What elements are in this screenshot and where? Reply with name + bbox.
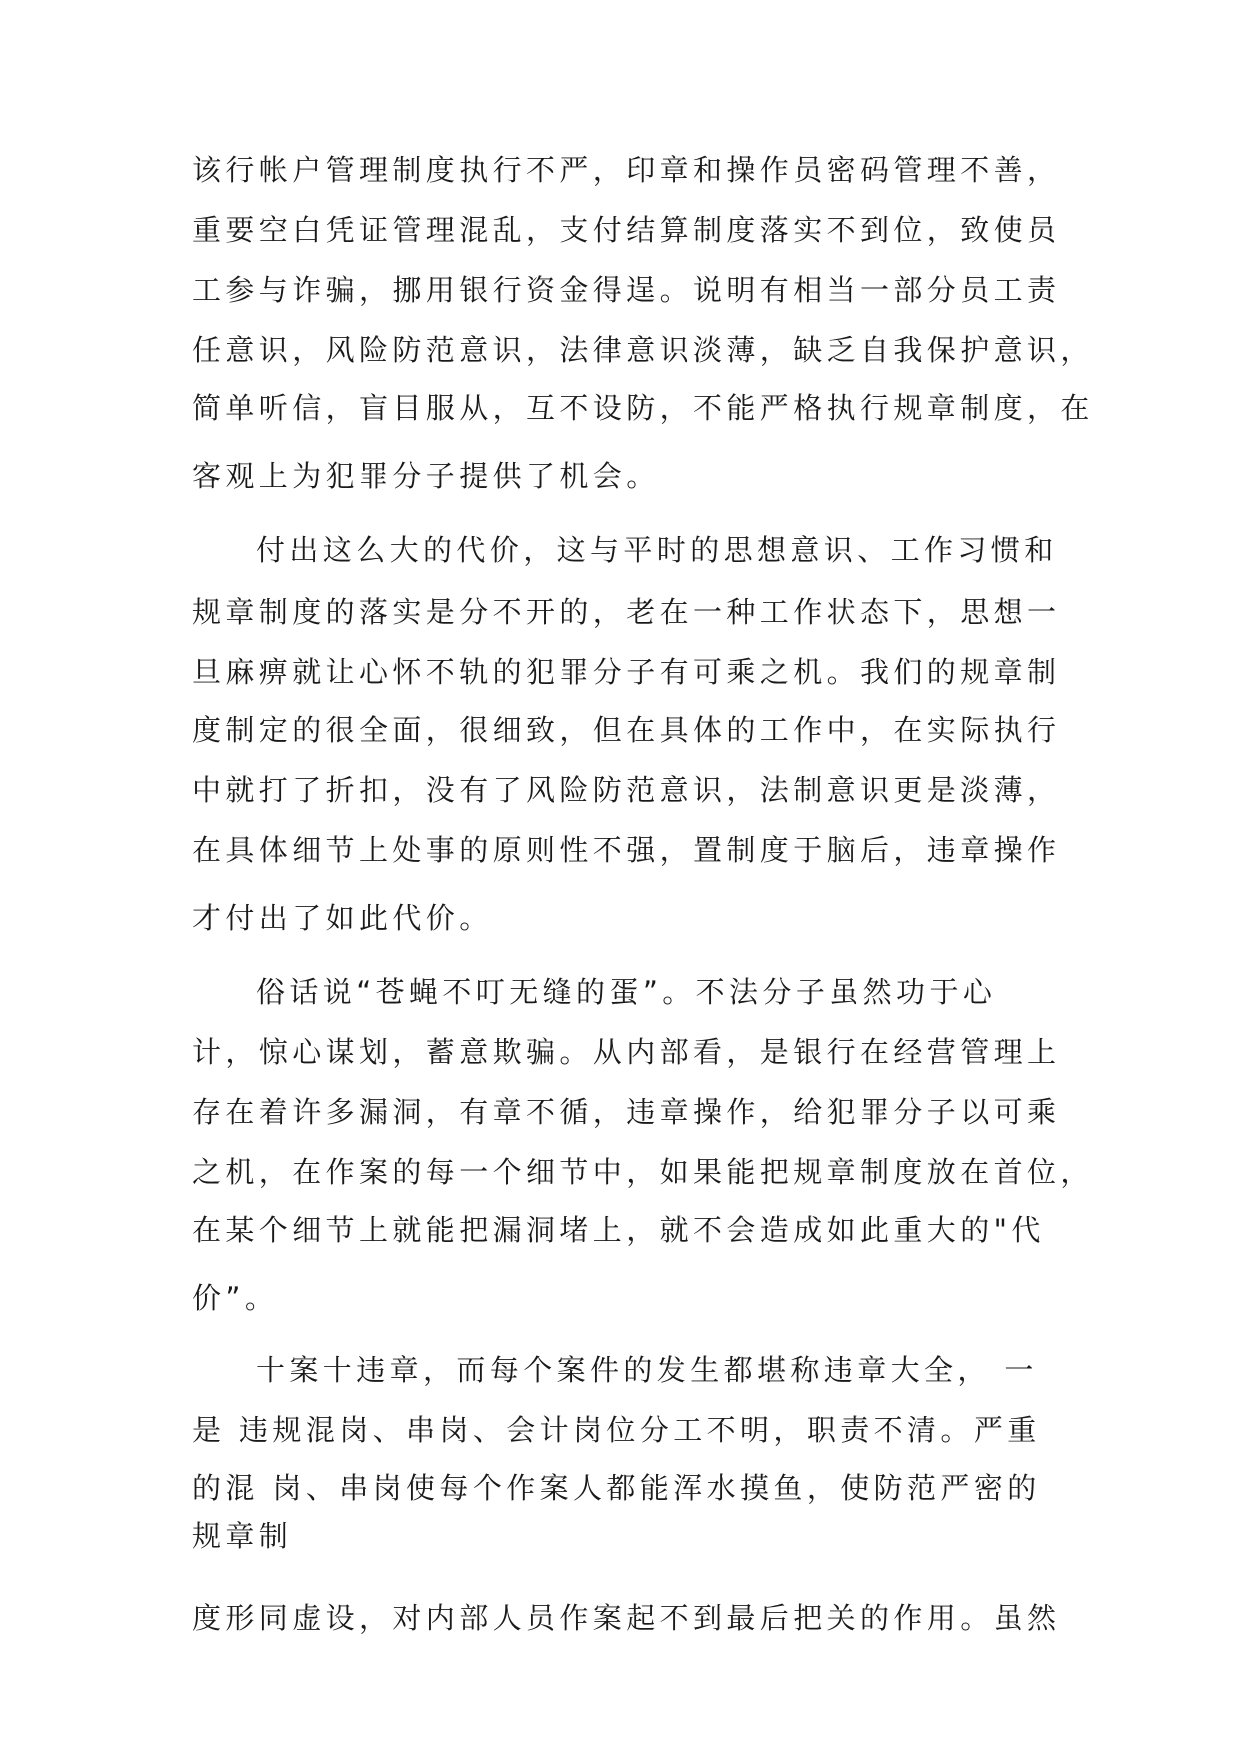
paragraph-3-first-line: 俗话说“苍蝇不叮无缝的蛋”。不法分子虽然功于心 [256,975,997,1009]
text-line-1: 该行帐户管理制度执行不严，印章和操作员密码管理不善， [192,153,1061,187]
text-line-17: 之机，在作案的每一个细节中，如果能把规章制度放在首位， [192,1155,1094,1189]
text-line-2: 重要空白凭证管理混乱，支付结算制度落实不到位，致使员 [192,213,1061,247]
text-line-21: 是 违规混岗、串岗、会计岗位分工不明，职责不清。严重 [192,1413,1041,1447]
text-line-4: 任意识，风险防范意识，法律意识淡薄，缺乏自我保护意识， [192,333,1094,367]
text-line-23: 规章制 [192,1519,293,1553]
paragraph-4-first-line: 十案十违章，而每个案件的发生都堪称违章大全， 一 [256,1353,1038,1387]
text-line-15: 计，惊心谋划，蓄意欺骗。从内部看，是银行在经营管理上 [192,1035,1061,1069]
text-line-3: 工参与诈骗，挪用银行资金得逞。说明有相当一部分员工责 [192,273,1061,307]
text-line-24: 度形同虚设，对内部人员作案起不到最后把关的作用。虽然 [192,1601,1061,1635]
paragraph-2-first-line: 付出这么大的代价，这与平时的思想意识、工作习惯和 [256,533,1058,567]
text-line-22: 的混 岗、串岗使每个作案人都能浑水摸鱼，使防范严密的 [192,1471,1041,1505]
text-line-5: 简单听信，盲目服从，互不设防，不能严格执行规章制度，在 [192,391,1094,425]
text-line-8: 规章制度的落实是分不开的，老在一种工作状态下，思想一 [192,595,1061,629]
text-line-16: 存在着许多漏洞，有章不循，违章操作，给犯罪分子以可乘 [192,1095,1061,1129]
text-line-12: 在具体细节上处事的原则性不强，置制度于脑后，违章操作 [192,833,1061,867]
text-line-6: 客观上为犯罪分子提供了机会。 [192,459,660,493]
text-line-19: 价”。 [192,1281,279,1315]
text-line-9: 旦麻痹就让心怀不轨的犯罪分子有可乘之机。我们的规章制 [192,655,1061,689]
text-line-11: 中就打了折扣，没有了风险防范意识，法制意识更是淡薄， [192,773,1061,807]
text-line-18: 在某个细节上就能把漏洞堵上，就不会造成如此重大的"代 [192,1213,1045,1247]
text-line-13: 才付出了如此代价。 [192,901,493,935]
text-line-10: 度制定的很全面，很细致，但在具体的工作中，在实际执行 [192,713,1061,747]
